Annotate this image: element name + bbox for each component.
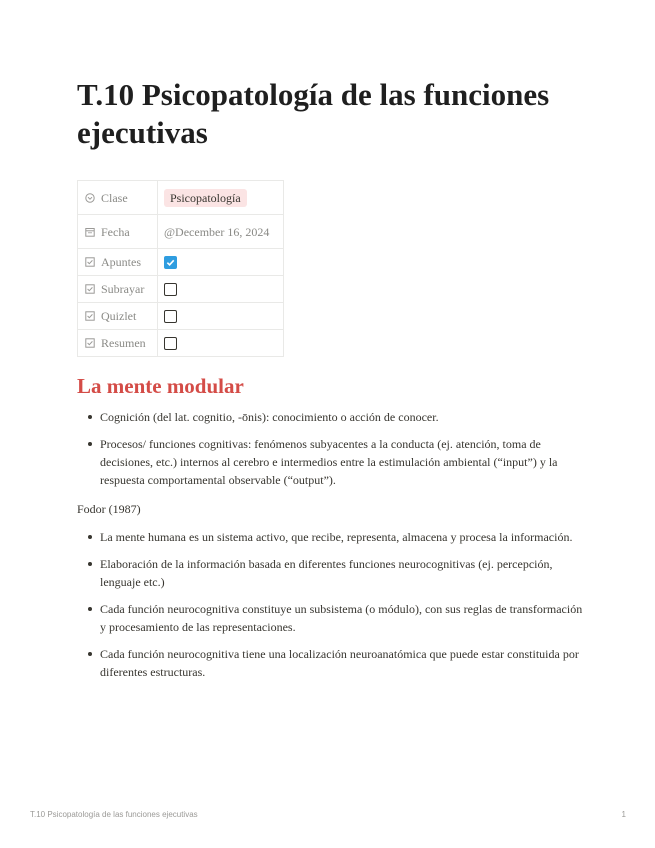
checkbox-property-icon	[85, 284, 95, 294]
clase-tag[interactable]: Psicopatología	[164, 189, 247, 207]
calendar-icon	[85, 227, 95, 237]
list-item: Cognición (del lat. cognitio, -ōnis): conocimiento o acción de conocer.	[77, 408, 587, 426]
property-label-subrayar: Subrayar	[101, 282, 145, 296]
property-label-resumen: Resumen	[101, 336, 146, 350]
list-item: Cada función neurocognitiva tiene una localización neuroanatómica que puede estar constituida por diferentes estructuras.	[77, 645, 587, 681]
section-heading: La mente modular	[77, 374, 244, 398]
property-row-resumen	[78, 330, 284, 357]
property-row-fecha	[78, 215, 284, 249]
bullet-list	[77, 408, 587, 498]
property-row-clase	[78, 181, 284, 215]
bullet-list	[77, 528, 587, 690]
property-label-quizlet: Quizlet	[101, 309, 137, 323]
property-row-subrayar	[78, 276, 284, 303]
checkbox-property-icon	[85, 257, 95, 267]
checkbox-property-icon	[85, 311, 95, 321]
page-title: T.10 Psicopatología de las funciones ejecutivas	[77, 77, 550, 150]
properties-table	[77, 180, 284, 357]
list-item: Procesos/ funciones cognitivas: fenómenos subyacentes a la conducta (ej. atención, toma de decisiones, etc.) internos al cerebro e intermedios entre la estimulación ambiental (“input”) y la respuesta comportamental observable (“output”).	[77, 435, 587, 489]
property-label-apuntes: Apuntes	[101, 255, 141, 269]
quizlet-checkbox[interactable]	[164, 310, 177, 323]
checkbox-property-icon	[85, 338, 95, 348]
property-row-quizlet	[78, 303, 284, 330]
resumen-checkbox[interactable]	[164, 337, 177, 350]
paragraph: Fodor (1987)	[77, 502, 141, 516]
apuntes-checkbox[interactable]	[164, 256, 177, 269]
list-item: Cada función neurocognitiva constituye un subsistema (o módulo), con sus reglas de transformación y procesamiento de las representaciones.	[77, 600, 587, 636]
fecha-value[interactable]: @December 16, 2024	[158, 215, 284, 249]
property-label-clase: Clase	[101, 190, 128, 205]
footer-title: T.10 Psicopatología de las funciones ejecutivas	[30, 810, 198, 819]
list-item: La mente humana es un sistema activo, que recibe, representa, almacena y procesa la información.	[77, 528, 587, 546]
subrayar-checkbox[interactable]	[164, 283, 177, 296]
list-item: Elaboración de la información basada en diferentes funciones neurocognitivas (ej. percepción, lenguaje etc.)	[77, 555, 587, 591]
page-number: 1	[621, 810, 626, 819]
select-icon	[85, 193, 95, 203]
property-row-apuntes	[78, 249, 284, 276]
property-label-fecha: Fecha	[101, 224, 130, 239]
